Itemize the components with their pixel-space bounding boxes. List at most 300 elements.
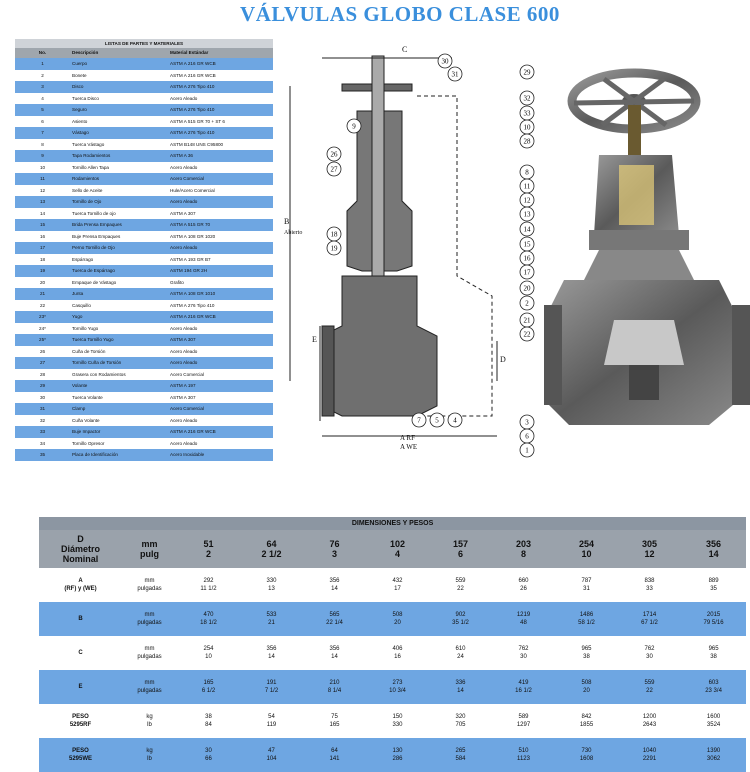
cell-line: 705 — [455, 722, 466, 728]
valve-photo — [544, 65, 750, 435]
cell-line: 191 — [266, 680, 277, 686]
dims-row — [39, 636, 746, 670]
cell-line: 14 — [457, 688, 464, 694]
callout-number: 20 — [523, 284, 531, 293]
cell-line: 150 — [392, 714, 403, 720]
part-description: Tuerca Vástago — [70, 139, 168, 151]
drawing-callout — [448, 413, 462, 427]
dims-row-label — [39, 704, 122, 738]
cell-line: 75 — [331, 714, 338, 720]
dim-e-label: E — [312, 335, 317, 344]
dims-value — [618, 602, 681, 636]
dims-value — [429, 704, 492, 738]
part-description: Tuerca Disco — [70, 93, 168, 105]
dims-row-units — [122, 670, 177, 704]
parts-row — [15, 369, 273, 381]
cell-line: 559 — [455, 578, 466, 584]
cell-line: 902 — [455, 612, 466, 618]
part-description: Tapa Rodamientos — [70, 150, 168, 162]
cell-line: 1219 — [516, 612, 531, 618]
cell-line: 165 — [329, 722, 340, 728]
part-description: Buje Impactor — [70, 426, 168, 438]
part-description: Tuerca Tornillo Yugo — [70, 334, 168, 346]
callout-number: 18 — [330, 230, 338, 239]
dimensions-table — [39, 517, 746, 772]
part-number: 2 — [15, 70, 70, 82]
part-material: ASTM A 216 GR WCB — [168, 70, 273, 82]
drawing-callout — [520, 165, 534, 179]
page-title: VÁLVULAS GLOBO CLASE 600 — [240, 2, 560, 26]
callout-number: 29 — [523, 68, 531, 77]
dims-value — [177, 704, 240, 738]
cell-line: 17 — [394, 586, 401, 592]
cell-line: 119 — [266, 722, 277, 728]
cell-line: 5295WE — [68, 756, 92, 762]
cell-line: 23 3/4 — [705, 688, 722, 694]
cell-line: 610 — [455, 646, 466, 652]
part-description: Tornillo Allen Tapa — [70, 162, 168, 174]
dims-header-size — [555, 530, 618, 568]
cell-line: 64 — [331, 748, 338, 754]
cell-line: 6 — [457, 549, 463, 559]
cell-line: 8 — [520, 549, 526, 559]
cell-line: 64 — [266, 539, 277, 549]
valve-cross-section-drawing — [282, 36, 538, 466]
part-material: ASTM A 276 Tipo 410 — [168, 300, 273, 312]
drawing-callout — [520, 179, 534, 193]
parts-row — [15, 150, 273, 162]
cell-line: 38 — [710, 654, 717, 660]
cell-line: 3 — [331, 549, 337, 559]
callout-number: 7 — [417, 416, 421, 425]
dims-value — [177, 568, 240, 602]
dim-b-sublabel: Abierto — [284, 230, 303, 236]
dims-row-label — [39, 636, 122, 670]
dims-value — [681, 636, 746, 670]
callout-number: 32 — [523, 94, 531, 103]
cell-line: 102 — [389, 539, 406, 549]
dims-row-label — [39, 738, 122, 772]
dims-value — [366, 738, 429, 772]
parts-row — [15, 185, 273, 197]
dims-value — [429, 602, 492, 636]
drawing-callout — [520, 443, 534, 457]
part-material: ASTM A 36 — [168, 150, 273, 162]
cell-line: 12 — [644, 549, 655, 559]
dims-value — [555, 670, 618, 704]
part-description: Disco — [70, 81, 168, 93]
dims-value — [303, 738, 366, 772]
dims-value — [492, 568, 555, 602]
parts-row — [15, 70, 273, 82]
cell-line: 21 — [268, 620, 275, 626]
part-number: 24* — [15, 323, 70, 335]
part-material: Acero Aleado — [168, 93, 273, 105]
cell-line: 6 1/2 — [201, 688, 216, 694]
drawing-callout — [448, 67, 462, 81]
part-material: Acero Aleado — [168, 323, 273, 335]
cell-line: 14 — [268, 654, 275, 660]
part-material: Acero Aleado — [168, 162, 273, 174]
cell-line: 79 5/16 — [703, 620, 724, 626]
cell-line: pulgadas — [137, 688, 162, 694]
dims-row-label — [39, 670, 122, 704]
parts-row — [15, 415, 273, 427]
cell-line: 141 — [329, 756, 340, 762]
part-material: Acero Comercial — [168, 173, 273, 185]
part-number: 23* — [15, 311, 70, 323]
drawing-callout — [520, 281, 534, 295]
cell-line: A — [78, 578, 83, 584]
part-number: 7 — [15, 127, 70, 139]
cell-line: 2643 — [642, 722, 657, 728]
callout-number: 33 — [523, 109, 531, 118]
dims-value — [303, 670, 366, 704]
dims-value — [618, 636, 681, 670]
cell-line: 210 — [329, 680, 340, 686]
cell-line: 2291 — [642, 756, 657, 762]
cell-line: 559 — [644, 680, 655, 686]
callout-number: 19 — [330, 244, 338, 253]
cell-line: 8 1/4 — [327, 688, 342, 694]
cell-line: mm — [144, 612, 155, 618]
callout-number: 14 — [523, 225, 531, 234]
parts-row — [15, 380, 273, 392]
dim-d-label: D — [500, 355, 506, 364]
parts-row — [15, 93, 273, 105]
cell-line: 18 1/2 — [200, 620, 217, 626]
part-number: 28 — [15, 369, 70, 381]
drawing-callout — [412, 413, 426, 427]
part-material: ASTM B148 UNS C95800 — [168, 139, 273, 151]
cell-line: 22 — [646, 688, 653, 694]
cell-line: 273 — [392, 680, 403, 686]
drawing-flange-left — [322, 326, 334, 416]
cell-line: 510 — [518, 748, 529, 754]
drawing-callout — [520, 222, 534, 236]
dims-row-units — [122, 636, 177, 670]
dims-value — [240, 602, 303, 636]
drawing-callout — [327, 241, 341, 255]
cell-line: 842 — [581, 714, 592, 720]
part-material: ASTM A 216 GR WCB — [168, 426, 273, 438]
drawing-callout — [520, 65, 534, 79]
part-number: 8 — [15, 139, 70, 151]
part-description: Buje Prensa Empaques — [70, 231, 168, 243]
part-number: 31 — [15, 403, 70, 415]
dims-value — [618, 704, 681, 738]
parts-row — [15, 346, 273, 358]
dims-header-size — [618, 530, 681, 568]
cell-line: 254 — [203, 646, 214, 652]
dim-c-label: C — [402, 45, 408, 54]
parts-row — [15, 139, 273, 151]
drawing-callout — [327, 147, 341, 161]
part-description: Tuerca Tornillo de ojo — [70, 208, 168, 220]
part-number: 21 — [15, 288, 70, 300]
cell-line: 889 — [708, 578, 719, 584]
callout-number: 4 — [453, 416, 457, 425]
cell-line: 4 — [394, 549, 400, 559]
parts-row — [15, 127, 273, 139]
drawing-callout — [520, 120, 534, 134]
part-number: 26 — [15, 346, 70, 358]
part-description: Espárrago — [70, 254, 168, 266]
part-material: Acero Comercial — [168, 369, 273, 381]
cell-line: 508 — [392, 612, 403, 618]
part-description: Asiento — [70, 116, 168, 128]
cell-line: 356 — [706, 539, 722, 549]
part-number: 30 — [15, 392, 70, 404]
cell-line: 157 — [452, 539, 469, 549]
part-material: ASTM A 276 Tipo 410 — [168, 127, 273, 139]
part-description: Tornillo Opresor — [70, 438, 168, 450]
cell-line: 406 — [392, 646, 403, 652]
dims-value — [555, 602, 618, 636]
part-description: Casquillo — [70, 300, 168, 312]
cell-line: 38 — [205, 714, 212, 720]
dims-value — [177, 670, 240, 704]
dims-row-units — [122, 704, 177, 738]
parts-header-description: Descripción — [70, 48, 168, 58]
cell-line: (RF) y (WE) — [64, 586, 97, 592]
cell-line: 1200 — [642, 714, 657, 720]
dims-row-label — [39, 602, 122, 636]
cell-line: 14 — [331, 586, 338, 592]
part-material: Acero Aleado — [168, 415, 273, 427]
cell-line: E — [78, 684, 83, 690]
parts-row — [15, 254, 273, 266]
cell-line: 1714 — [642, 612, 657, 618]
parts-row — [15, 81, 273, 93]
part-number: 35 — [15, 449, 70, 461]
dims-row — [39, 704, 746, 738]
dims-row-units — [122, 568, 177, 602]
callout-number: 6 — [525, 432, 529, 441]
drawing-callout — [520, 134, 534, 148]
cell-line: lb — [147, 722, 152, 728]
cell-line: 470 — [203, 612, 214, 618]
dims-header-label — [39, 530, 122, 568]
callout-number: 5 — [435, 416, 439, 425]
cell-line: pulg — [140, 549, 159, 559]
cell-line: 1297 — [516, 722, 531, 728]
cell-line: 24 — [457, 654, 464, 660]
dims-value — [492, 670, 555, 704]
dims-value — [240, 568, 303, 602]
part-material: Acero Aleado — [168, 357, 273, 369]
callout-number: 27 — [330, 165, 338, 174]
callout-number: 16 — [523, 254, 531, 263]
part-number: 1 — [15, 58, 70, 70]
part-material: ASTM A 216 GR WCB — [168, 311, 273, 323]
cell-line: 286 — [392, 756, 403, 762]
parts-row — [15, 277, 273, 289]
cell-line: 22 — [457, 586, 464, 592]
parts-header-no: No. — [15, 48, 70, 58]
part-number: 18 — [15, 254, 70, 266]
drawing-callout — [520, 313, 534, 327]
drawing-stem — [372, 56, 384, 306]
drawing-callout — [520, 106, 534, 120]
cell-line: 589 — [518, 714, 529, 720]
callout-number: 3 — [525, 418, 529, 427]
cell-line: 965 — [708, 646, 719, 652]
callout-number: 9 — [352, 122, 356, 131]
part-description: Tornillo de Ojo — [70, 196, 168, 208]
cell-line: B — [78, 616, 83, 622]
part-material: ASTM A 193 GR B7 — [168, 254, 273, 266]
callout-number: 10 — [523, 123, 531, 132]
parts-row — [15, 58, 273, 70]
parts-row — [15, 242, 273, 254]
dims-header-units — [122, 530, 177, 568]
part-description: Tornillo Yugo — [70, 323, 168, 335]
dims-value — [429, 568, 492, 602]
dims-value — [492, 602, 555, 636]
part-description: Tuerca de Espárrago — [70, 265, 168, 277]
cell-line: 1608 — [579, 756, 594, 762]
drawing-callout — [327, 162, 341, 176]
cell-line: 7 1/2 — [264, 688, 279, 694]
cell-line: 965 — [581, 646, 592, 652]
part-number: 9 — [15, 150, 70, 162]
part-description: Perno Tornillo de Ojo — [70, 242, 168, 254]
cell-line: 11 1/2 — [200, 586, 217, 592]
callout-number: 30 — [441, 57, 449, 66]
dims-header-size — [177, 530, 240, 568]
cell-line: 254 — [578, 539, 595, 549]
drawing-callout — [520, 207, 534, 221]
cell-line: pulgadas — [137, 620, 162, 626]
cell-line: 320 — [455, 714, 466, 720]
callout-number: 21 — [523, 316, 531, 325]
part-number: 3 — [15, 81, 70, 93]
part-material: Acero Aleado — [168, 196, 273, 208]
callout-number: 28 — [523, 137, 531, 146]
part-number: 12 — [15, 185, 70, 197]
cell-line: 67 1/2 — [641, 620, 658, 626]
cell-line: 330 — [392, 722, 403, 728]
cell-line: 20 — [583, 688, 590, 694]
cell-line: 1855 — [579, 722, 594, 728]
part-material: Acero Aleado — [168, 346, 273, 358]
dims-value — [681, 670, 746, 704]
parts-header-material: Material Estándar — [168, 48, 273, 58]
part-material: ASTM A 307 — [168, 208, 273, 220]
part-description: Yugo — [70, 311, 168, 323]
part-description: Volante — [70, 380, 168, 392]
part-number: 25* — [15, 334, 70, 346]
dims-value — [303, 602, 366, 636]
cell-line: 762 — [518, 646, 529, 652]
cell-line: 76 — [329, 539, 340, 549]
parts-row — [15, 334, 273, 346]
part-description: Cuña de Torsión — [70, 346, 168, 358]
cell-line: C — [78, 650, 83, 656]
part-material: ASTM A 276 Tipo 410 — [168, 81, 273, 93]
cell-line: 54 — [268, 714, 275, 720]
cell-line: 2015 — [706, 612, 721, 618]
cell-line: 48 — [520, 620, 527, 626]
dims-header-size — [429, 530, 492, 568]
part-description: Seguro — [70, 104, 168, 116]
cell-line: lb — [147, 756, 152, 762]
parts-row — [15, 438, 273, 450]
part-material: ASTM A 197 — [168, 380, 273, 392]
parts-row — [15, 196, 273, 208]
dims-header-size — [303, 530, 366, 568]
parts-table — [15, 39, 273, 461]
drawing-callout — [520, 237, 534, 251]
dims-value — [303, 568, 366, 602]
cell-line: 58 1/2 — [578, 620, 595, 626]
dims-row — [39, 602, 746, 636]
part-material: Acero Inoxidable — [168, 449, 273, 461]
cell-line: 730 — [581, 748, 592, 754]
part-number: 27 — [15, 357, 70, 369]
dims-value — [240, 738, 303, 772]
callout-number: 11 — [523, 182, 531, 191]
cell-line: 2 — [205, 549, 211, 559]
cell-line: 838 — [644, 578, 655, 584]
part-number: 16 — [15, 231, 70, 243]
cell-line: 3524 — [706, 722, 721, 728]
part-description: Tornillo Cuña de Torsión — [70, 357, 168, 369]
callout-number: 31 — [451, 70, 459, 79]
dim-b-label: B — [284, 217, 290, 226]
cell-line: pulgadas — [137, 586, 162, 592]
cell-line: 38 — [583, 654, 590, 660]
callout-number: 15 — [523, 240, 531, 249]
dims-value — [429, 670, 492, 704]
parts-row — [15, 288, 273, 300]
part-description: Cuña Volante — [70, 415, 168, 427]
cell-line: 165 — [203, 680, 214, 686]
part-description: Tuerca Volante — [70, 392, 168, 404]
part-material: ASTM 194 GR 2H — [168, 265, 273, 277]
cell-line: 5295RF — [69, 722, 92, 728]
cell-line: 330 — [266, 578, 277, 584]
cell-line: 51 — [203, 539, 214, 549]
cell-line: Diámetro — [60, 544, 100, 554]
dims-header-size — [492, 530, 555, 568]
part-material: ASTM A 216 GR WCB — [168, 58, 273, 70]
dims-header-size — [681, 530, 746, 568]
cell-line: 33 — [646, 586, 653, 592]
cell-line: mm — [144, 578, 155, 584]
part-number: 22 — [15, 300, 70, 312]
dims-header-size — [366, 530, 429, 568]
parts-row — [15, 116, 273, 128]
cell-line: 533 — [266, 612, 277, 618]
callout-number: 26 — [330, 150, 338, 159]
part-material: ASTM A 515 GR 70 + ST 6 — [168, 116, 273, 128]
cell-line: 31 — [583, 586, 590, 592]
part-description: Grasera con Rodamientos — [70, 369, 168, 381]
cell-line: 203 — [515, 539, 532, 549]
cell-line: 104 — [266, 756, 277, 762]
part-number: 19 — [15, 265, 70, 277]
part-material: ASTM A 276 Tipo 410 — [168, 104, 273, 116]
dimensions-table-caption: DIMENSIONES Y PESOS — [39, 517, 746, 530]
dims-value — [366, 704, 429, 738]
callout-number: 22 — [523, 330, 531, 339]
parts-row — [15, 426, 273, 438]
callout-number: 8 — [525, 168, 529, 177]
part-number: 34 — [15, 438, 70, 450]
parts-table-caption: LISTAS DE PARTES Y MATERIALES — [15, 39, 273, 48]
